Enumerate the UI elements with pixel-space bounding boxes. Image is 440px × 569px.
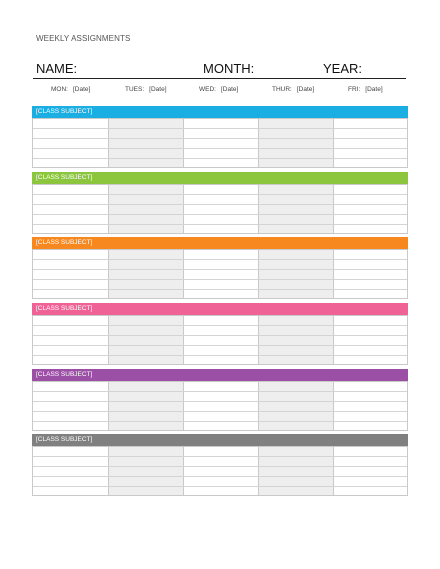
row-divider — [33, 456, 407, 457]
row-divider — [33, 421, 407, 422]
day-column[interactable] — [258, 316, 333, 364]
column-divider — [183, 382, 184, 430]
day-column[interactable] — [183, 447, 258, 495]
day-column[interactable] — [183, 185, 258, 233]
row-divider — [33, 214, 407, 215]
day-column[interactable] — [108, 316, 183, 364]
day-column[interactable] — [33, 185, 108, 233]
column-divider — [108, 119, 109, 167]
day-column[interactable] — [183, 316, 258, 364]
day-column[interactable] — [258, 382, 333, 430]
month-label: MONTH: — [203, 61, 255, 76]
day-column[interactable] — [33, 382, 108, 430]
day-fri: FRI: [Date] — [348, 86, 383, 93]
days-row — [33, 86, 408, 98]
subject-band — [32, 369, 408, 381]
day-column[interactable] — [108, 382, 183, 430]
day-column[interactable] — [108, 119, 183, 167]
column-divider — [183, 447, 184, 495]
day-column[interactable] — [258, 185, 333, 233]
day-column[interactable] — [183, 119, 258, 167]
row-divider — [33, 138, 407, 139]
day-column[interactable] — [333, 119, 409, 167]
day-column[interactable] — [258, 119, 333, 167]
day-column[interactable] — [333, 185, 409, 233]
subject-band — [32, 106, 408, 118]
day-column[interactable] — [33, 447, 108, 495]
column-divider — [333, 250, 334, 298]
class-subject-label: [CLASS SUBJECT] — [36, 371, 93, 378]
day-column[interactable] — [108, 185, 183, 233]
assignment-grid — [32, 118, 408, 168]
row-divider — [33, 355, 407, 356]
row-divider — [33, 269, 407, 270]
day-column[interactable] — [183, 382, 258, 430]
row-divider — [33, 194, 407, 195]
day-column[interactable] — [33, 250, 108, 298]
column-divider — [258, 316, 259, 364]
column-divider — [183, 185, 184, 233]
row-divider — [33, 279, 407, 280]
day-thur: THUR: [Date] — [272, 86, 315, 93]
day-column[interactable] — [108, 447, 183, 495]
column-divider — [258, 119, 259, 167]
subject-band — [32, 172, 408, 184]
day-wed: WED: [Date] — [199, 86, 239, 93]
column-divider — [108, 316, 109, 364]
subject-band — [32, 434, 408, 446]
column-divider — [258, 250, 259, 298]
row-divider — [33, 325, 407, 326]
class-subject-label: [CLASS SUBJECT] — [36, 436, 93, 443]
class-subject-label: [CLASS SUBJECT] — [36, 174, 93, 181]
assignment-grid — [32, 184, 408, 234]
column-divider — [333, 119, 334, 167]
day-column[interactable] — [258, 447, 333, 495]
assignment-grid — [32, 446, 408, 496]
day-column[interactable] — [258, 250, 333, 298]
subject-band — [32, 237, 408, 249]
row-divider — [33, 486, 407, 487]
column-divider — [258, 447, 259, 495]
row-divider — [33, 289, 407, 290]
column-divider — [258, 382, 259, 430]
row-divider — [33, 128, 407, 129]
row-divider — [33, 335, 407, 336]
name-label: NAME: — [36, 61, 78, 76]
day-mon: MON: [Date] — [51, 86, 91, 93]
row-divider — [33, 401, 407, 402]
row-divider — [33, 476, 407, 477]
column-divider — [333, 316, 334, 364]
year-label: YEAR: — [323, 61, 363, 76]
day-column[interactable] — [333, 316, 409, 364]
column-divider — [183, 119, 184, 167]
day-column[interactable] — [33, 316, 108, 364]
subject-band — [32, 303, 408, 315]
class-subject-label: [CLASS SUBJECT] — [36, 108, 93, 115]
row-divider — [33, 204, 407, 205]
row-divider — [33, 259, 407, 260]
column-divider — [333, 447, 334, 495]
day-column[interactable] — [33, 119, 108, 167]
day-column[interactable] — [333, 250, 409, 298]
column-divider — [108, 250, 109, 298]
column-divider — [108, 382, 109, 430]
column-divider — [333, 382, 334, 430]
class-subject-label: [CLASS SUBJECT] — [36, 305, 93, 312]
day-column[interactable] — [333, 447, 409, 495]
column-divider — [108, 185, 109, 233]
assignment-grid — [32, 315, 408, 365]
day-column[interactable] — [108, 250, 183, 298]
column-divider — [183, 316, 184, 364]
row-divider — [33, 148, 407, 149]
row-divider — [33, 158, 407, 159]
class-subject-label: [CLASS SUBJECT] — [36, 239, 93, 246]
column-divider — [108, 447, 109, 495]
day-column[interactable] — [183, 250, 258, 298]
row-divider — [33, 345, 407, 346]
assignment-grid — [32, 249, 408, 299]
row-divider — [33, 391, 407, 392]
day-tues: TUES: [Date] — [125, 86, 167, 93]
column-divider — [333, 185, 334, 233]
row-divider — [33, 411, 407, 412]
column-divider — [258, 185, 259, 233]
row-divider — [33, 466, 407, 467]
row-divider — [33, 224, 407, 225]
document-title: WEEKLY ASSIGNMENTS — [36, 34, 131, 43]
day-column[interactable] — [333, 382, 409, 430]
header-row — [33, 60, 406, 79]
column-divider — [183, 250, 184, 298]
assignment-grid — [32, 381, 408, 431]
